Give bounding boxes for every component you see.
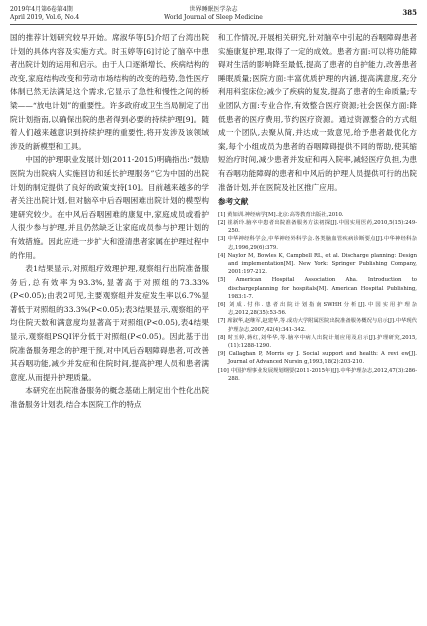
reference-item: [3] 中华神经科学会,中华神经外科学会.各类脑血管疾病诊断要点[J].中华神经科杂志,1996,29(6):379. (218, 236, 417, 251)
paragraph: 中国的护理职业发展计划(2011-2015)明确指出:“鼓励医院为出院病人实施回访和延长护理服务”它为中国的出院计划的制定提供了良好的政策支持[10]。目前越来越多的学者关注出院计划,但对脑卒中后吞咽困难出院计划的模型构建研究较少。在中风后吞咽困难的康复中,家庭成员或看护人很少参与护理,并且仍然缺乏让家庭成员参与护理计划的有效措施。因此应进一步扩大和澄清患者家属在护理过程中的作用。 (10, 155, 209, 260)
references-heading: 参考文献 (218, 197, 249, 207)
reference-list (218, 211, 417, 383)
journal-title (10, 6, 417, 22)
left-column (10, 31, 209, 412)
reference-item: [1] 黄如训.神经病学[M].北京:高等教育出版社,2010. (218, 211, 344, 218)
reference-item: [9] Callaghan P, Morris ey J. Social support and health: A revi ew[J]. Journal of Advanced Nursin g,1993,18(2):203-210. (218, 351, 417, 366)
issue-cn: 2019年4月第6卷第4期 (10, 6, 73, 13)
paragraph: 表1结果显示,对照组疗效理护理,观察组行出院准备服务后,总有效率为93.3%,显著高于对照组的73.33%(P<0.05);由表2可见,主要观察组并发症发生率以6.7%显著低于对照组的33.3%(P<0.05);表3结果显示,观察组的平均住院天数和满意度均显著高于对照组(P<0.05),表4结果显示,观察组PSQI评分低于对照组(P<0.05)。因此基于出院准备服务理念的护理干预,对中风后吞咽障碍患者,可改善其吞咽功能,减少并发症和住院时间,提高护理人员和患者满意度,从而提升护理质量。 (10, 264, 209, 382)
issue-en: April 2019, Vol.6, No.4 (10, 14, 80, 21)
journal-title-en: World Journal of Sleep Medicine (164, 14, 263, 21)
reference-item: [7] 席淑华,赵继军,赵建华,等.成功大学附属医院出院准备服务概况与启示[J].中华现代护理杂志,2007,42(4):341-342. (218, 318, 417, 333)
page-number: 385 (402, 8, 417, 17)
right-column (218, 31, 417, 383)
header-rule (10, 24, 417, 25)
paragraph: 国的推荐计划研究较早开始。席淑华等[5]介绍了台湾出院计划的具体内容及实施方式。时玉婷等[6]讨论了脑卒中患者出院计划的运用和启示。由于人口逐渐增长、疾病结构的改变,家庭结构改变和劳动市场结构的改变的趋势,急性医疗体制已然无法满足这个需求,它显示了急性和慢性之间的桥梁——“放电计划”的重要性。许多政府或卫生当局制定了出院计划指南,以确保出院的患者得到必要的持续护理[9]。随着人们越来越意识到持续护理的重要性,将开发涉及该领域涉及的新模型和工具。 (10, 33, 209, 151)
reference-item: [4] Naylor M, Bowles K, Campbell RL, et al. Discharge planning: Design and implementation[M]. New York: Springer Publishing Company, 2001:197-212. (218, 252, 417, 276)
reference-item: [8] 时玉婷,蒋红,刘华华,等.脑卒中病人出院计划应用及启示[J].护理研究,2015,(11):1288-1290. (218, 334, 417, 349)
reference-item: [10] 中国护理事业发展规划纲要(2011-2015年)[J].中华护理杂志,2012,47(3):286-288. (218, 367, 417, 382)
reference-item: [2] 崔新玲.脑卒中患者出院准备服务方法初探[J].中国实用医药,2010,5(15):249-250. (218, 219, 417, 235)
reference-item: [6] 刘成.付伟.患者出院计划指南SWHH分析[J].中国实用护理杂志,2012,28(35):53-56. (218, 301, 417, 317)
reference-item: [5] American Hospital Association Aha. Introduction to dischargeplanning for hospitals[M]. American Hospital Publishing, 1983:1-7. (218, 277, 417, 300)
journal-title-cn: 世界睡眠医学杂志 (189, 6, 238, 13)
paragraph: 本研究在出院准备服务的概念基础上制定出个性化出院准备服务计划表,结合本医院工作的特点 (10, 386, 209, 410)
paragraph: 和工作情况,开展相关研究,针对脑卒中引起的吞咽障碍患者实施康复护理,取得了一定的成效。患者方面:可以将功能障碍对生活的影响降至最低,提高了患者的自护能力,改善患者睡眠质量;医院方面:丰富优质护理的内涵,提高满意度,充分利用科室床位;减少了疾病的复发,提高了患者的生命质量;专业团队方面:专业合作,有效整合医疗资源;社会医保方面:降低患者的医疗费用,节约医疗资源。通过资源整合的方式组成一个团队,去聚从简,并达成一致意见,给予患者最优化方案,每个小组成员为患者的吞咽障碍提供不同的帮助,使其缩短治疗时间,减少患者并发症和再入院率,减轻医疗负担,为患有吞咽功能障碍的患者和中风后的护理人员提供可行的出院准备计划,并在医院及社区推广应用。 (218, 33, 417, 192)
